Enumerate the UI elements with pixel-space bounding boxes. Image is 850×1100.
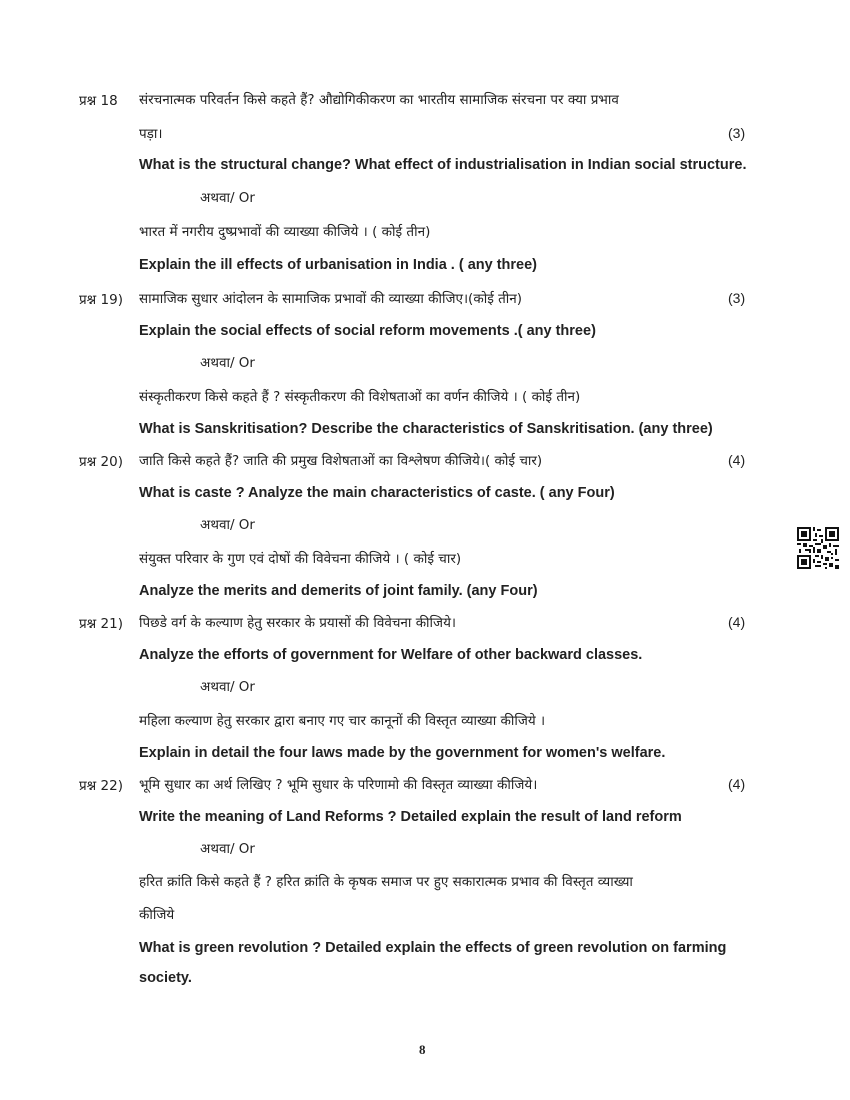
question-20-hindi: जाति किसे कहते हैं? जाति की प्रमुख विशेषताओं का विश्लेषण कीजिये।( कोई चार) — [139, 453, 543, 469]
question-18-marks: (3) — [728, 125, 746, 141]
question-20-number: प्रश्न 20) — [79, 454, 123, 470]
page-number: 8 — [419, 1042, 426, 1057]
question-18-or: अथवा/ Or — [200, 190, 255, 206]
question-20-english: What is caste ? Analyze the main characteristics of caste. ( any Four) — [139, 485, 615, 501]
question-21-alt-english: Explain in detail the four laws made by the government for women's welfare. — [139, 745, 666, 761]
question-19-alt-hindi: संस्कृतीकरण किसे कहते हैं ? संस्कृतीकरण की विशेषताओं का वर्णन कीजिये । ( कोई तीन) — [139, 389, 581, 405]
question-22-marks: (4) — [728, 776, 746, 792]
question-22-alt-hindi-line1: हरित क्रांति किसे कहते हैं ? हरित क्रांति के कृषक समाज पर हुए सकारात्मक प्रभाव की विस्तृत व्याख्या — [139, 874, 633, 890]
question-19-alt-english: What is Sanskritisation? Describe the characteristics of Sanskritisation. (any three) — [139, 421, 713, 437]
question-18-alt-hindi: भारत में नगरीय दुष्प्रभावों की व्याख्या कीजिये । ( कोई तीन) — [139, 224, 431, 240]
qr-code-icon — [797, 527, 839, 569]
question-20-marks: (4) — [728, 452, 746, 468]
question-18-english: What is the structural change? What effect of industrialisation in Indian social structure. — [139, 157, 747, 173]
question-21-number: प्रश्न 21) — [79, 616, 123, 632]
question-20-alt-english: Analyze the merits and demerits of joint family. (any Four) — [139, 583, 538, 599]
question-22-number: प्रश्न 22) — [79, 778, 123, 794]
question-19-english: Explain the social effects of social reform movements .( any three) — [139, 323, 596, 339]
question-21-hindi: पिछडे वर्ग के कल्याण हेतु सरकार के प्रयासों की विवेचना कीजिये। — [139, 615, 457, 631]
question-22-alt-hindi-line2: कीजिये — [139, 907, 175, 923]
question-18-alt-english: Explain the ill effects of urbanisation in India . ( any three) — [139, 257, 538, 273]
question-19-marks: (3) — [728, 290, 746, 306]
question-20-alt-hindi: संयुक्त परिवार के गुण एवं दोषों की विवेचना कीजिये । ( कोई चार) — [139, 551, 462, 567]
question-19-hindi: सामाजिक सुधार आंदोलन के सामाजिक प्रभावों की व्याख्या कीजिए।(कोई तीन) — [139, 291, 523, 307]
question-19-number: प्रश्न 19) — [79, 292, 123, 308]
question-22-or: अथवा/ Or — [200, 841, 255, 857]
question-18-hindi-line1: संरचनात्मक परिवर्तन किसे कहते हैं? औद्योगिकीकरण का भारतीय सामाजिक संरचना पर क्या प्रभाव — [139, 92, 619, 108]
question-20-or: अथवा/ Or — [200, 517, 255, 533]
question-22-alt-english-line1: What is green revolution ? Detailed explain the effects of green revolution on farming — [139, 940, 727, 956]
question-22-hindi: भूमि सुधार का अर्थ लिखिए ? भूमि सुधार के परिणामो की विस्तृत व्याख्या कीजिये। — [139, 777, 538, 793]
question-22-alt-english-line2: society. — [139, 970, 192, 986]
question-21-marks: (4) — [728, 614, 746, 630]
question-19-or: अथवा/ Or — [200, 355, 255, 371]
question-21-alt-hindi: महिला कल्याण हेतु सरकार द्वारा बनाए गए चार कानूनों की विस्तृत व्याख्या कीजिये । — [139, 713, 546, 729]
question-21-or: अथवा/ Or — [200, 679, 255, 695]
question-18-number: प्रश्न 18 — [79, 93, 118, 109]
question-21-english: Analyze the efforts of government for Welfare of other backward classes. — [139, 647, 643, 663]
question-22-english: Write the meaning of Land Reforms ? Detailed explain the result of land reform — [139, 809, 682, 825]
question-18-hindi-line2: पड़ा। — [139, 126, 163, 142]
